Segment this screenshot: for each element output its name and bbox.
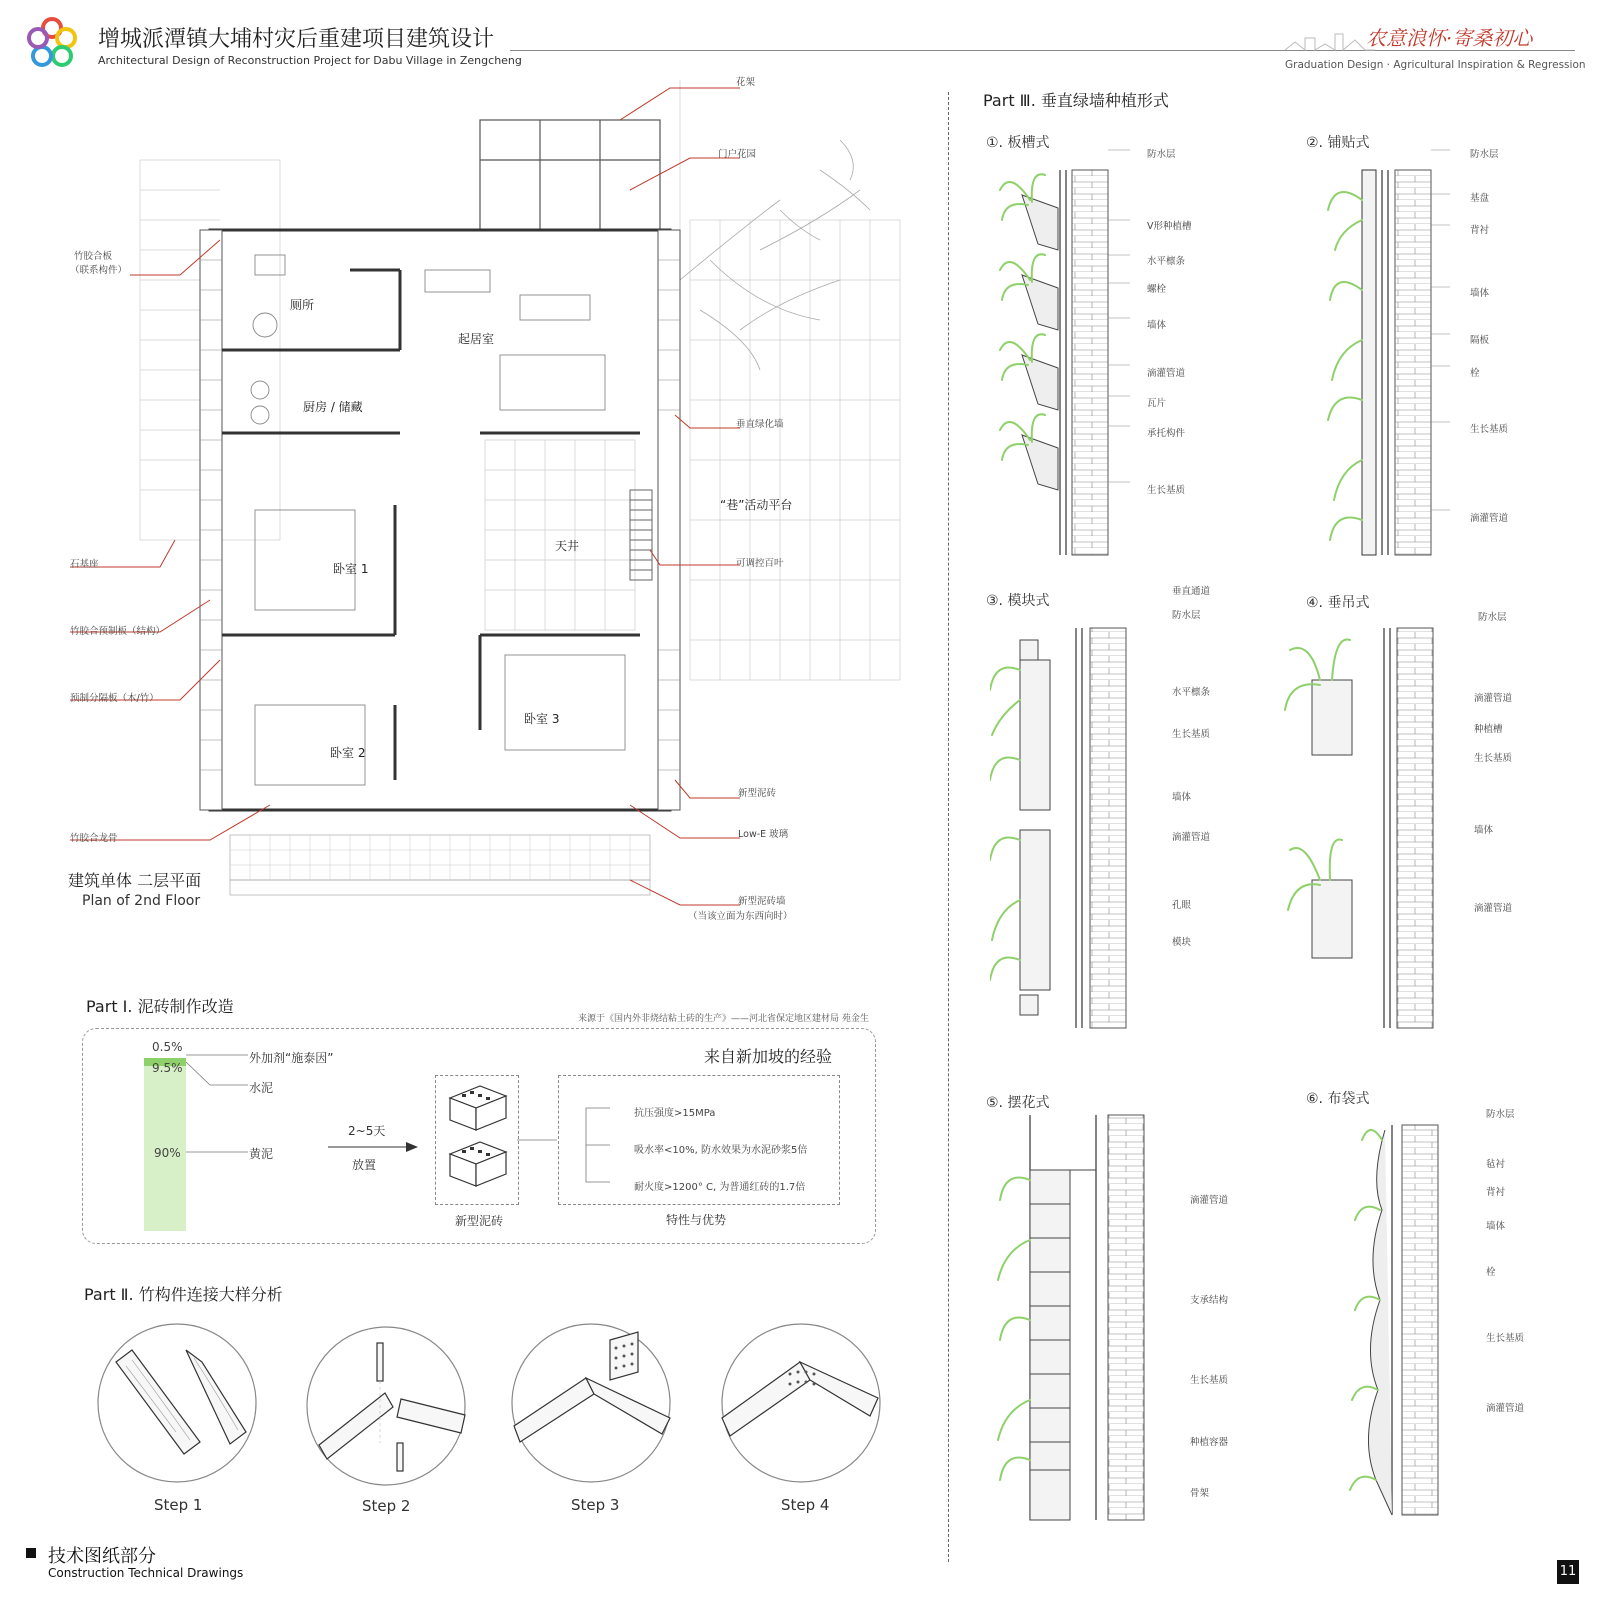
t2-label-6: 生长基质 bbox=[1470, 424, 1509, 435]
props-label: 特性与优势 bbox=[666, 1213, 727, 1227]
t6-label-3: 墙体 bbox=[1486, 1221, 1506, 1232]
prop-fire: 耐火度>1200° C, 为普通红砖的1.7倍 bbox=[634, 1182, 806, 1193]
label-partition: 预制分隔板（木/竹） bbox=[70, 693, 159, 704]
prop-strength: 抗压强度>15MPa bbox=[634, 1108, 716, 1119]
t2-label-0: 防水层 bbox=[1470, 149, 1499, 160]
room-bedroom-2: 卧室 2 bbox=[330, 746, 366, 760]
t5-label-0: 滴灌管道 bbox=[1190, 1195, 1229, 1206]
pct-admixture: 0.5% bbox=[152, 1040, 183, 1054]
logo bbox=[24, 16, 80, 72]
joint-step-1-drawing bbox=[96, 1322, 258, 1484]
t6-label-6: 滴灌管道 bbox=[1486, 1403, 1525, 1414]
t6-label-4: 栓 bbox=[1486, 1267, 1496, 1278]
t4-label-4: 墙体 bbox=[1474, 825, 1494, 836]
label-entrance-garden: 门户花园 bbox=[718, 149, 757, 160]
pct-clay: 90% bbox=[154, 1146, 181, 1160]
room-kitchen: 厨房 / 储藏 bbox=[303, 400, 363, 414]
room-living: 起居室 bbox=[458, 332, 495, 346]
t4-label-2: 种植槽 bbox=[1474, 724, 1503, 735]
room-bedroom-1: 卧室 1 bbox=[333, 562, 369, 576]
t6-label-0: 防水层 bbox=[1486, 1109, 1515, 1120]
step-3-label: Step 3 bbox=[571, 1496, 620, 1514]
t1-label-6: 瓦片 bbox=[1147, 398, 1167, 409]
curing-days: 2~5天 bbox=[348, 1124, 386, 1138]
t1-label-1: V形种植槽 bbox=[1147, 221, 1192, 232]
t2-label-4: 隔板 bbox=[1470, 335, 1490, 346]
label-bamboo-board-sub: （联系构件） bbox=[70, 265, 128, 276]
wall-type-3-title: ③. 模块式 bbox=[986, 593, 1050, 609]
ingredient-admixture: 外加剂“施泰因” bbox=[249, 1051, 334, 1065]
header-title-cn: 增城派潭镇大埔村灾后重建项目建筑设计 bbox=[98, 27, 495, 52]
wall-type-2-title: ②. 铺贴式 bbox=[1306, 135, 1370, 151]
t4-label-5: 滴灌管道 bbox=[1474, 903, 1513, 914]
t1-label-0: 防水层 bbox=[1147, 149, 1176, 160]
label-stone-base: 石基座 bbox=[70, 559, 99, 570]
t2-label-1: 基盘 bbox=[1470, 193, 1490, 204]
wall-type-4-title: ④. 垂吊式 bbox=[1306, 595, 1370, 611]
ingredient-clay: 黄泥 bbox=[249, 1147, 274, 1161]
t5-label-1: 支承结构 bbox=[1190, 1295, 1229, 1306]
part1-source: 来源于《国内外非烧结粘土砖的生产》——河北省保定地区建材局 苑金生 bbox=[578, 1014, 869, 1024]
label-trellis: 花架 bbox=[736, 77, 756, 88]
column-divider bbox=[948, 92, 949, 1562]
header-subtitle-en: Graduation Design · Agricultural Inspiration & Regression bbox=[1285, 59, 1586, 71]
brick-label: 新型泥砖 bbox=[455, 1214, 504, 1228]
t1-label-4: 墙体 bbox=[1147, 320, 1167, 331]
t3-label-0: 垂直通道 bbox=[1172, 586, 1211, 597]
t4-label-0: 防水层 bbox=[1478, 612, 1507, 623]
t4-label-1: 滴灌管道 bbox=[1474, 693, 1513, 704]
footer-bullet bbox=[26, 1548, 36, 1558]
part3-title: Part Ⅲ. 垂直绿墙种植形式 bbox=[983, 91, 1169, 110]
label-mud-wall: 新型泥砖墙 bbox=[738, 896, 786, 907]
header-slogan: 农意浪怀·寄桑初心 bbox=[1366, 26, 1533, 50]
wall-type-6-title: ⑥. 布袋式 bbox=[1306, 1091, 1370, 1107]
step-4-label: Step 4 bbox=[781, 1496, 830, 1514]
part1-title: Part Ⅰ. 泥砖制作改造 bbox=[86, 997, 234, 1016]
logo-icon bbox=[24, 16, 80, 72]
step-1-label: Step 1 bbox=[154, 1496, 203, 1514]
t4-label-3: 生长基质 bbox=[1474, 753, 1513, 764]
t5-label-3: 种植容器 bbox=[1190, 1437, 1229, 1448]
step-2-label: Step 2 bbox=[362, 1497, 411, 1515]
label-prefab-board: 竹胶合预制板（结构） bbox=[70, 626, 166, 637]
ingredient-leaders bbox=[186, 1040, 256, 1160]
footer-title-en: Construction Technical Drawings bbox=[48, 1566, 244, 1580]
ingredient-cement: 水泥 bbox=[249, 1081, 274, 1095]
footer-title-cn: 技术图纸部分 bbox=[48, 1546, 156, 1567]
t2-label-2: 背衬 bbox=[1470, 225, 1490, 236]
label-keel: 竹胶合龙骨 bbox=[70, 833, 118, 844]
part2-title: Part Ⅱ. 竹构件连接大样分析 bbox=[84, 1285, 283, 1304]
joint-step-2-drawing bbox=[305, 1325, 467, 1487]
plan-title-cn: 建筑单体 二层平面 bbox=[68, 871, 202, 890]
page-number: 11 bbox=[1557, 1560, 1579, 1584]
t6-label-1: 毡衬 bbox=[1486, 1159, 1506, 1170]
wall-type-5-title: ⑤. 摆花式 bbox=[986, 1095, 1050, 1111]
wall-type-1-title: ①. 板槽式 bbox=[986, 135, 1050, 151]
experience-title: 来自新加坡的经验 bbox=[704, 1047, 833, 1066]
joint-step-4-drawing bbox=[720, 1322, 882, 1484]
village-skyline-icon bbox=[1285, 30, 1375, 52]
t2-label-5: 栓 bbox=[1470, 368, 1480, 379]
t3-label-2: 水平檩条 bbox=[1172, 687, 1211, 698]
t3-label-6: 孔眼 bbox=[1172, 900, 1192, 911]
props-bracket bbox=[580, 1100, 620, 1190]
t1-label-3: 螺栓 bbox=[1147, 284, 1167, 295]
t1-label-5: 滴灌管道 bbox=[1147, 368, 1186, 379]
brick-to-props-line bbox=[517, 1138, 557, 1142]
t1-label-8: 生长基质 bbox=[1147, 485, 1186, 496]
t3-label-4: 墙体 bbox=[1172, 792, 1192, 803]
curing-placement: 放置 bbox=[352, 1158, 377, 1172]
room-bedroom-3: 卧室 3 bbox=[524, 712, 560, 726]
room-courtyard: 天井 bbox=[555, 539, 580, 553]
t3-label-5: 滴灌管道 bbox=[1172, 832, 1211, 843]
t6-label-5: 生长基质 bbox=[1486, 1333, 1525, 1344]
label-bamboo-board: 竹胶合板 bbox=[74, 251, 113, 262]
prop-absorption: 吸水率<10%, 防水效果为水泥砂浆5倍 bbox=[634, 1145, 808, 1156]
label-lowe-glass: Low-E 玻璃 bbox=[738, 829, 789, 840]
t5-label-2: 生长基质 bbox=[1190, 1375, 1229, 1386]
label-mud-brick: 新型泥砖 bbox=[738, 788, 777, 799]
t6-label-2: 背衬 bbox=[1486, 1187, 1506, 1198]
room-platform: “巷”活动平台 bbox=[720, 498, 793, 512]
header-title-en: Architectural Design of Reconstruction Project for Dabu Village in Zengcheng bbox=[98, 54, 522, 67]
pct-bar bbox=[144, 1058, 186, 1231]
pct-cement: 9.5% bbox=[152, 1061, 183, 1075]
t1-label-7: 承托构件 bbox=[1147, 428, 1186, 439]
label-louver: 可调控百叶 bbox=[736, 558, 784, 569]
t3-label-7: 模块 bbox=[1172, 937, 1192, 948]
room-toilet: 厕所 bbox=[290, 298, 315, 312]
t2-label-7: 滴灌管道 bbox=[1470, 513, 1509, 524]
plan-title-en: Plan of 2nd Floor bbox=[82, 893, 201, 909]
mud-brick-icon bbox=[448, 1082, 508, 1197]
joint-step-3-drawing bbox=[510, 1322, 672, 1484]
t2-label-3: 墙体 bbox=[1470, 288, 1490, 299]
t3-label-1: 防水层 bbox=[1172, 610, 1201, 621]
label-green-wall: 垂直绿化墙 bbox=[736, 419, 784, 430]
t5-label-4: 骨架 bbox=[1190, 1488, 1210, 1499]
t3-label-3: 生长基质 bbox=[1172, 729, 1211, 740]
t1-label-2: 水平檩条 bbox=[1147, 256, 1186, 267]
label-mud-wall-sub: （当该立面为东西向时） bbox=[688, 911, 793, 922]
curing-arrow-icon bbox=[328, 1141, 418, 1153]
